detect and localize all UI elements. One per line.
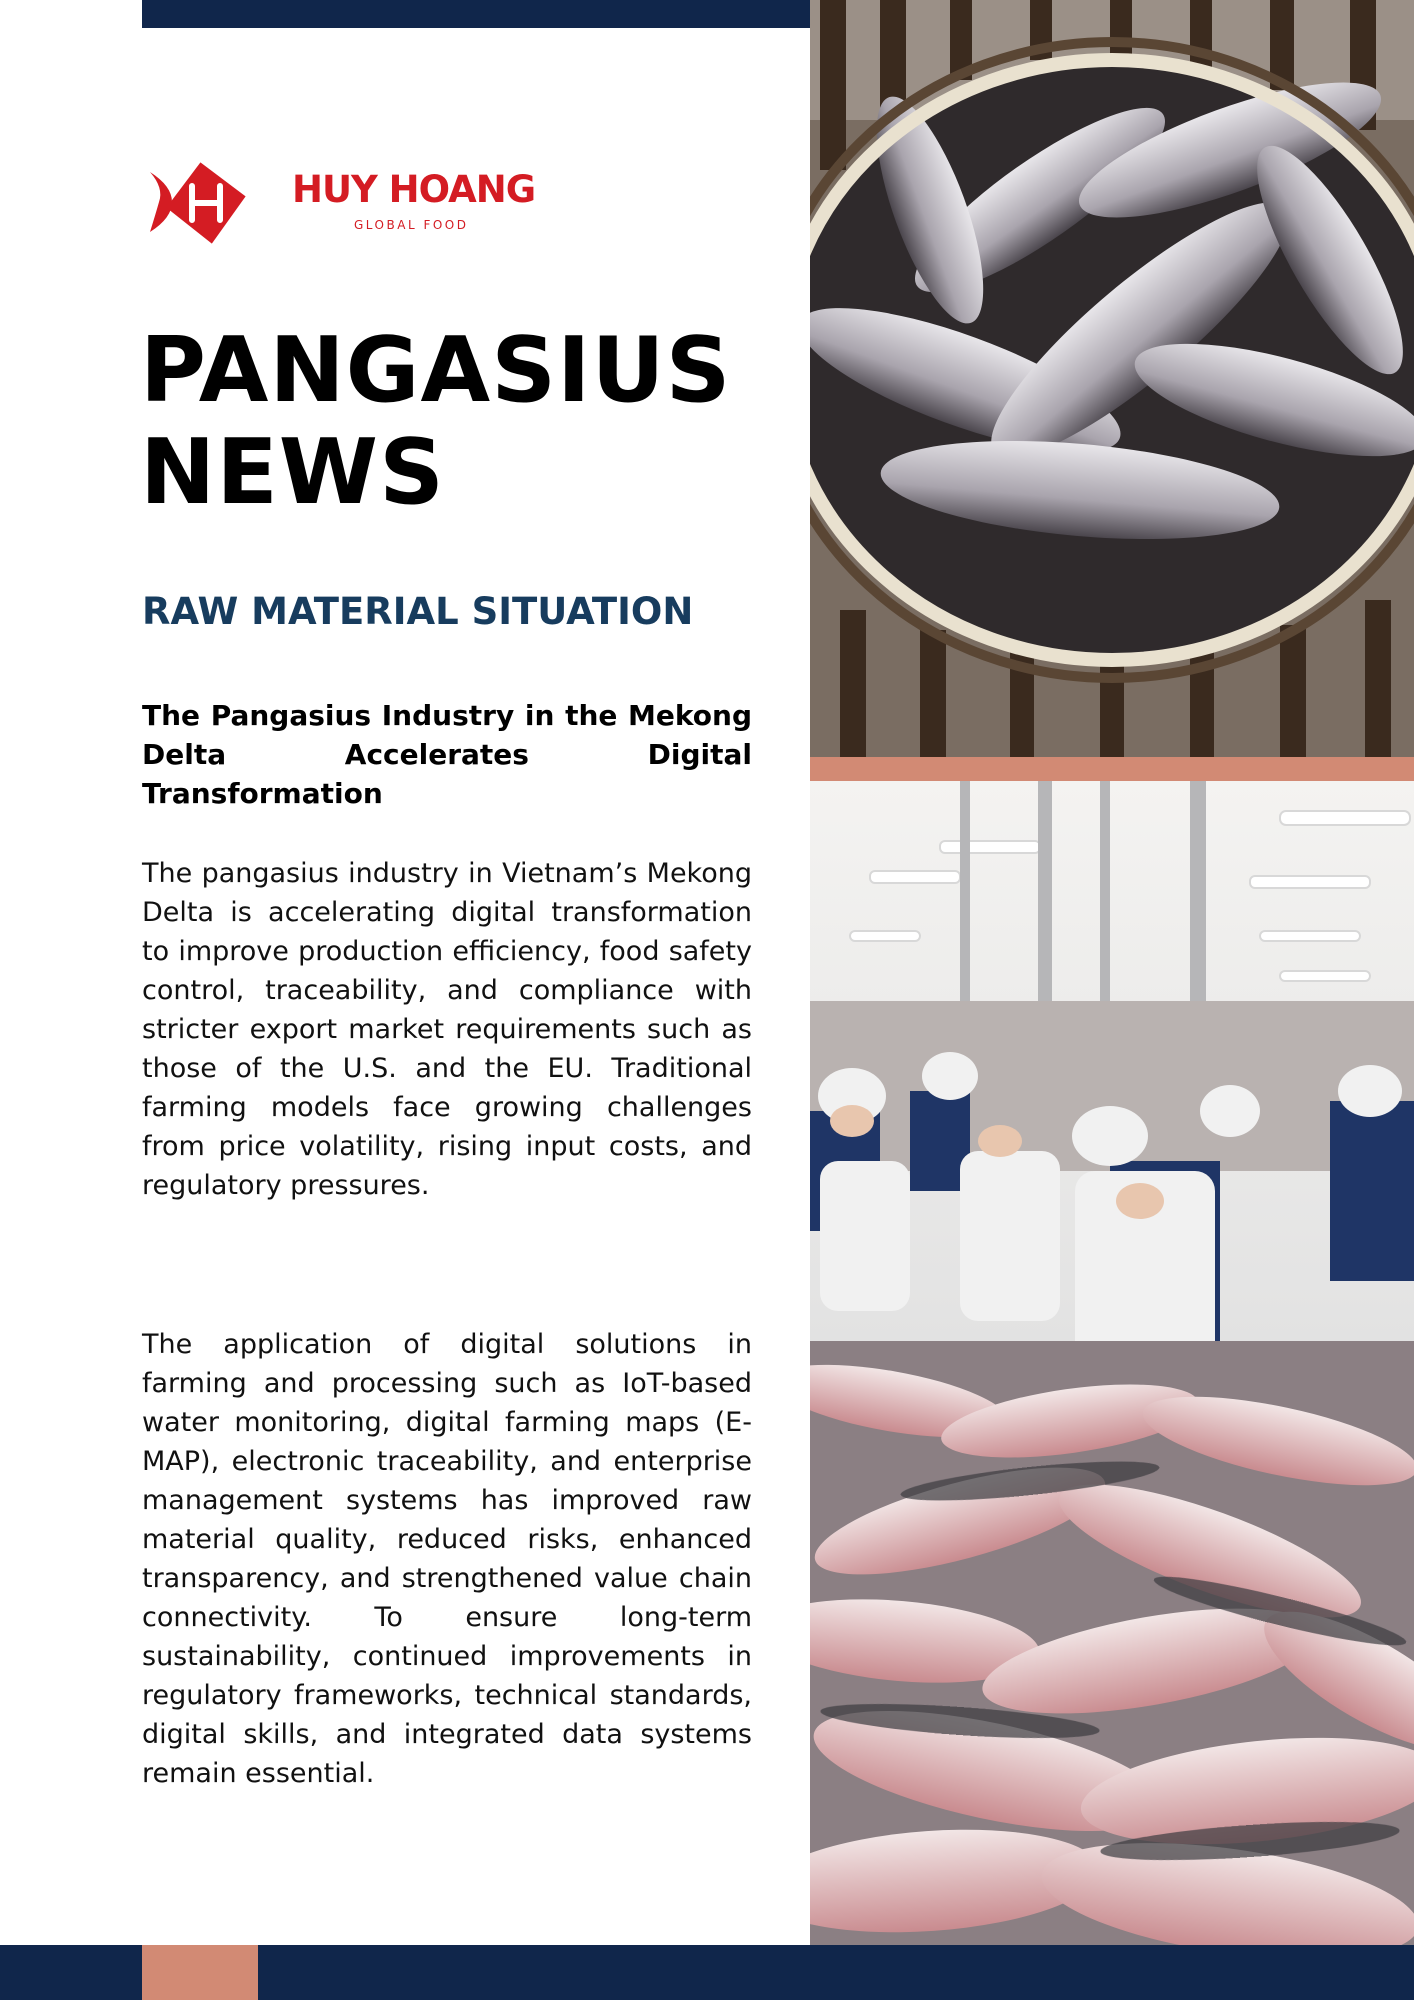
brand-logo (146, 158, 546, 250)
title-line-2: NEWS (140, 420, 445, 525)
article-paragraph-2: The application of digital solutions in farming and processing such as IoT-based water monitoring, digital farming maps (E-MAP), electronic traceability, and enterprise management systems has improved raw material quality, reduced risks, enhanced transparency, and strengthened value chain connectivity. To ensure long-term sustainability, continued improvements in regulatory frameworks, technical standards, digital skills, and integrated data systems remain essential. (142, 1329, 752, 1789)
bottom-accent-block (142, 1945, 258, 2000)
brand-tagline: GLOBAL FOOD (354, 218, 469, 232)
page-title (140, 320, 780, 524)
processing-factory-photo (810, 781, 1414, 1945)
fish-basket-photo (810, 0, 1414, 757)
brand-mark-icon (146, 158, 266, 248)
article-headline: The Pangasius Industry in the Mekong Delta Accelerates Digital Transformation (142, 699, 752, 810)
top-color-bar (142, 0, 810, 28)
article-paragraph-1: The pangasius industry in Vietnam’s Mekong Delta is accelerating digital transformation to improve production efficiency, food safety control, traceability, and compliance with stricter export market requirements such as those of the U.S. and the EU. Traditional farming models face growing challenges from price volatility, rising input costs, and regulatory pressures. (142, 858, 752, 1201)
section-title: RAW MATERIAL SITUATION (142, 590, 694, 633)
photo-divider (810, 757, 1414, 781)
brand-name: HUY HOANG (292, 168, 536, 211)
title-line-1: PANGASIUS (140, 318, 732, 423)
